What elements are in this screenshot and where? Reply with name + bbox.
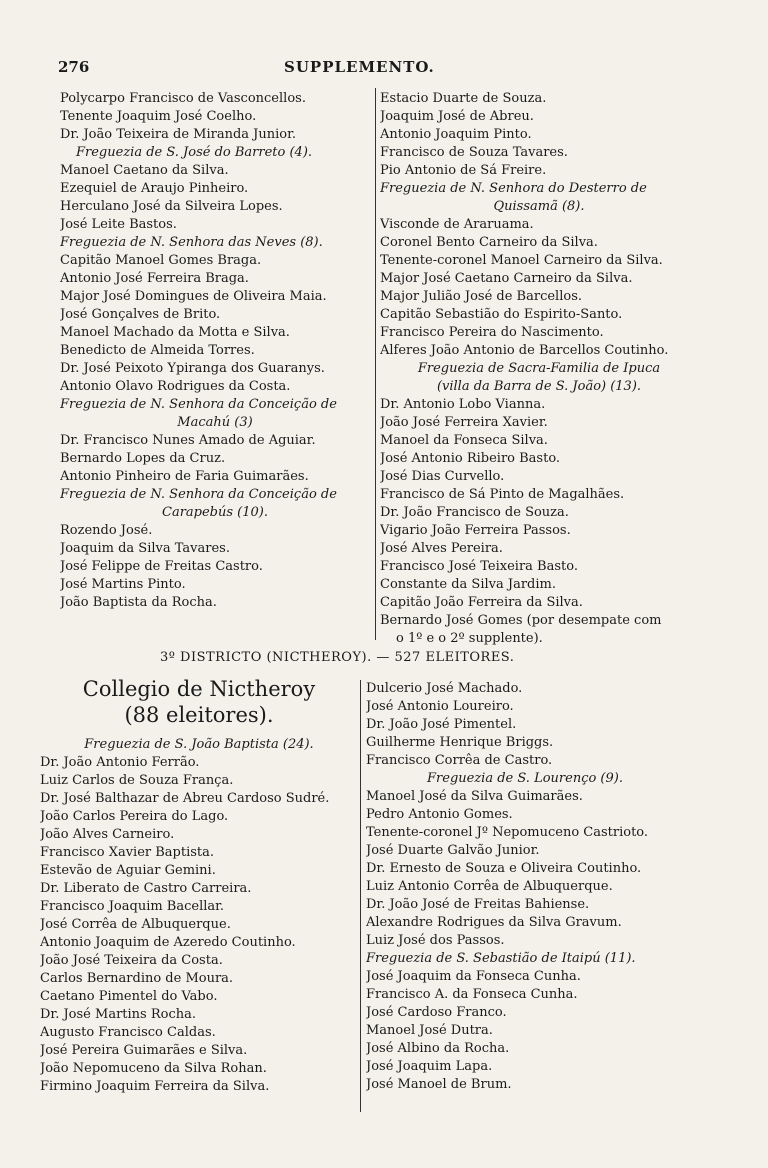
elector-name: Tenente Joaquim José Coelho. bbox=[60, 109, 257, 124]
elector-name: Dr. João Antonio Ferrão. bbox=[40, 755, 200, 770]
elector-name: Antonio Pinheiro de Faria Guimarães. bbox=[60, 469, 309, 484]
elector-name: José Joaquim da Fonseca Cunha. bbox=[366, 969, 581, 984]
parish-heading: (villa da Barra de S. João) (13). bbox=[436, 379, 642, 394]
elector-name: Firmino Joaquim Ferreira da Silva. bbox=[40, 1079, 270, 1094]
district-heading: 3º DISTRICTO (NICTHEROY). — 527 ELEITORES. bbox=[160, 650, 515, 665]
elector-name: Francisco de Sá Pinto de Magalhães. bbox=[380, 487, 625, 502]
column-divider-top bbox=[375, 88, 376, 640]
elector-name: Dr. Liberato de Castro Carreira. bbox=[40, 881, 252, 896]
elector-name: José Corrêa de Albuquerque. bbox=[40, 917, 231, 932]
elector-name: Rozendo José. bbox=[60, 523, 153, 538]
column-1 bbox=[60, 90, 370, 612]
elector-name: José Antonio Loureiro. bbox=[366, 699, 514, 714]
column-4 bbox=[366, 680, 684, 1094]
elector-name: Dr. João Francisco de Souza. bbox=[380, 505, 569, 520]
elector-name: Major Julião José de Barcellos. bbox=[380, 289, 582, 304]
column-3 bbox=[40, 736, 358, 1096]
elector-name: José Manoel de Brum. bbox=[366, 1077, 512, 1092]
elector-name: José Leite Bastos. bbox=[60, 217, 177, 232]
elector-name: Alferes João Antonio de Barcellos Coutinho. bbox=[380, 343, 669, 358]
page-number: 276 bbox=[58, 58, 90, 76]
elector-name: Guilherme Henrique Briggs. bbox=[366, 735, 554, 750]
elector-name: José Cardoso Franco. bbox=[366, 1005, 507, 1020]
elector-name: Capitão João Ferreira da Silva. bbox=[380, 595, 583, 610]
elector-name: João Alves Carneiro. bbox=[40, 827, 175, 842]
elector-name: José Albino da Rocha. bbox=[366, 1041, 510, 1056]
elector-name: Carlos Bernardino de Moura. bbox=[40, 971, 234, 986]
elector-name: José Alves Pereira. bbox=[380, 541, 503, 556]
elector-name: José Duarte Galvão Junior. bbox=[366, 843, 540, 858]
parish-heading: Freguezia de N. Senhora do Desterro de bbox=[380, 181, 647, 196]
elector-name: Bernardo Lopes da Cruz. bbox=[60, 451, 226, 466]
elector-name: Benedicto de Almeida Torres. bbox=[60, 343, 255, 358]
elector-name: José Martins Pinto. bbox=[60, 577, 186, 592]
elector-name: Major José Caetano Carneiro da Silva. bbox=[380, 271, 633, 286]
elector-name: Francisco A. da Fonseca Cunha. bbox=[366, 987, 578, 1002]
college-title-line-2: (88 eleitores). bbox=[124, 703, 274, 727]
elector-name: José Pereira Guimarães e Silva. bbox=[40, 1043, 248, 1058]
elector-name: Pedro Antonio Gomes. bbox=[366, 807, 513, 822]
elector-name: João Baptista da Rocha. bbox=[60, 595, 217, 610]
elector-name: Herculano José da Silveira Lopes. bbox=[60, 199, 283, 214]
elector-name: Caetano Pimentel do Vabo. bbox=[40, 989, 218, 1004]
elector-name: Dr. Antonio Lobo Vianna. bbox=[380, 397, 546, 412]
elector-name: Dr. João José Pimentel. bbox=[366, 717, 517, 732]
parish-heading: Freguezia de S. Sebastião de Itaipú (11). bbox=[366, 951, 636, 966]
elector-name: José Antonio Ribeiro Basto. bbox=[380, 451, 561, 466]
elector-name: Antonio Joaquim Pinto. bbox=[380, 127, 532, 142]
parish-heading: Freguezia de S. José do Barreto (4). bbox=[76, 145, 313, 160]
elector-name: José Felippe de Freitas Castro. bbox=[60, 559, 263, 574]
parish-heading: Freguezia de S. Lourenço (9). bbox=[427, 771, 623, 786]
elector-name: Coronel Bento Carneiro da Silva. bbox=[380, 235, 598, 250]
college-title bbox=[40, 676, 358, 728]
elector-name: Dr. José Martins Rocha. bbox=[40, 1007, 196, 1022]
elector-name: Francisco Joaquim Bacellar. bbox=[40, 899, 225, 914]
parish-heading: Freguezia de S. João Baptista (24). bbox=[84, 737, 314, 752]
elector-name: Manoel Machado da Motta e Silva. bbox=[60, 325, 290, 340]
elector-name: Dulcerio José Machado. bbox=[366, 681, 523, 696]
column-2 bbox=[380, 90, 698, 648]
elector-name: Polycarpo Francisco de Vasconcellos. bbox=[60, 91, 306, 106]
elector-name: Luiz Carlos de Souza França. bbox=[40, 773, 234, 788]
elector-name: Augusto Francisco Caldas. bbox=[40, 1025, 216, 1040]
elector-name: José Gonçalves de Brito. bbox=[60, 307, 221, 322]
elector-name: o 1º e o 2º supplente). bbox=[396, 631, 543, 646]
column-divider-bottom bbox=[360, 680, 361, 1112]
elector-name: Francisco Corrêa de Castro. bbox=[366, 753, 553, 768]
college-title-line-1: Collegio de Nictheroy bbox=[82, 677, 316, 701]
elector-name: Alexandre Rodrigues da Silva Gravum. bbox=[366, 915, 622, 930]
elector-name: Ezequiel de Araujo Pinheiro. bbox=[60, 181, 249, 196]
elector-name: Dr. Francisco Nunes Amado de Aguiar. bbox=[60, 433, 316, 448]
parish-heading: Macahú (3) bbox=[177, 415, 253, 430]
elector-name: Constante da Silva Jardim. bbox=[380, 577, 556, 592]
elector-name: Bernardo José Gomes (por desempate com bbox=[380, 613, 662, 628]
elector-name: Visconde de Araruama. bbox=[380, 217, 534, 232]
elector-name: José Dias Curvello. bbox=[380, 469, 505, 484]
elector-name: Manoel da Fonseca Silva. bbox=[380, 433, 548, 448]
elector-name: Vigario João Ferreira Passos. bbox=[380, 523, 571, 538]
parish-heading: Freguezia de N. Senhora da Conceição de bbox=[60, 397, 337, 412]
elector-name: Manoel José da Silva Guimarães. bbox=[366, 789, 583, 804]
elector-name: Tenente-coronel Jº Nepomuceno Castrioto. bbox=[366, 825, 649, 840]
elector-name: Francisco Xavier Baptista. bbox=[40, 845, 215, 860]
elector-name: Francisco de Souza Tavares. bbox=[380, 145, 568, 160]
elector-name: Luiz José dos Passos. bbox=[366, 933, 505, 948]
parish-heading: Quissamã (8). bbox=[493, 199, 585, 214]
elector-name: Estevão de Aguiar Gemini. bbox=[40, 863, 216, 878]
parish-heading: Freguezia de N. Senhora das Neves (8). bbox=[60, 235, 323, 250]
elector-name: Manoel José Dutra. bbox=[366, 1023, 493, 1038]
elector-name: Estacio Duarte de Souza. bbox=[380, 91, 547, 106]
elector-name: Antonio José Ferreira Braga. bbox=[60, 271, 249, 286]
elector-name: Manoel Caetano da Silva. bbox=[60, 163, 229, 178]
parish-heading: Freguezia de N. Senhora da Conceição de bbox=[60, 487, 337, 502]
elector-name: Antonio Olavo Rodrigues da Costa. bbox=[60, 379, 291, 394]
elector-name: João Nepomuceno da Silva Rohan. bbox=[40, 1061, 267, 1076]
elector-name: Dr. João Teixeira de Miranda Junior. bbox=[60, 127, 297, 142]
elector-name: João José Ferreira Xavier. bbox=[380, 415, 548, 430]
elector-name: Capitão Sebastião do Espirito-Santo. bbox=[380, 307, 623, 322]
elector-name: Dr. João José de Freitas Bahiense. bbox=[366, 897, 590, 912]
elector-name: Francisco José Teixeira Basto. bbox=[380, 559, 578, 574]
elector-name: Tenente-coronel Manoel Carneiro da Silva. bbox=[380, 253, 663, 268]
elector-name: Capitão Manoel Gomes Braga. bbox=[60, 253, 262, 268]
elector-name: João Carlos Pereira do Lago. bbox=[40, 809, 229, 824]
elector-name: Joaquim José de Abreu. bbox=[380, 109, 534, 124]
elector-name: Pio Antonio de Sá Freire. bbox=[380, 163, 547, 178]
parish-heading: Carapebús (10). bbox=[162, 505, 268, 520]
elector-name: Dr. José Peixoto Ypiranga dos Guaranys. bbox=[60, 361, 325, 376]
elector-name: Luiz Antonio Corrêa de Albuquerque. bbox=[366, 879, 613, 894]
elector-name: Dr. José Balthazar de Abreu Cardoso Sudré. bbox=[40, 791, 330, 806]
elector-name: João José Teixeira da Costa. bbox=[40, 953, 223, 968]
elector-name: Francisco Pereira do Nascimento. bbox=[380, 325, 604, 340]
running-head: SUPPLEMENTO. bbox=[284, 58, 435, 76]
elector-name: Dr. Ernesto de Souza e Oliveira Coutinho. bbox=[366, 861, 642, 876]
elector-name: Antonio Joaquim de Azeredo Coutinho. bbox=[40, 935, 296, 950]
elector-name: Joaquim da Silva Tavares. bbox=[60, 541, 230, 556]
parish-heading: Freguezia de Sacra-Familia de Ipuca bbox=[417, 361, 661, 376]
elector-name: José Joaquim Lapa. bbox=[366, 1059, 493, 1074]
elector-name: Major José Domingues de Oliveira Maia. bbox=[60, 289, 327, 304]
